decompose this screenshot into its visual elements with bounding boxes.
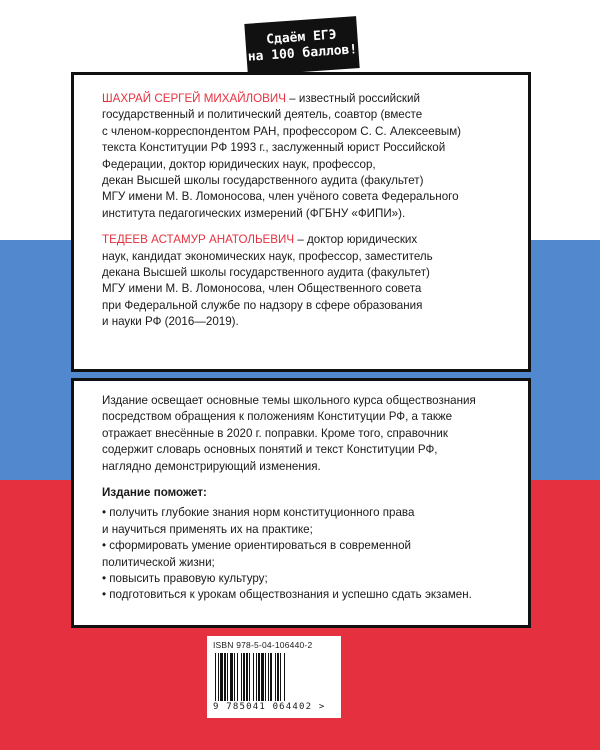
author-1-line: МГУ имени М. В. Ломоносова, член учёного совета Федерального bbox=[102, 190, 459, 204]
benefit-item: политической жизни; bbox=[102, 555, 215, 569]
about-card bbox=[71, 378, 531, 628]
barcode-bar bbox=[258, 653, 260, 701]
publisher-e-logo-icon bbox=[352, 656, 382, 686]
about-line: отражает внесённые в 2020 г. поправки. Кроме того, справочник bbox=[102, 426, 448, 440]
barcode-bar bbox=[243, 653, 245, 701]
barcode-bar bbox=[256, 653, 257, 701]
barcode-bar bbox=[230, 653, 233, 701]
benefit-list bbox=[102, 505, 510, 603]
sticker-line-1: Сдаём ЕГЭ bbox=[265, 27, 338, 48]
author-1-line: текста Конституции РФ 1993 г., заслуженный юрист Российской bbox=[102, 141, 446, 155]
exam-sticker bbox=[244, 16, 359, 76]
benefit-item: • получить глубокие знания норм конституционного права bbox=[102, 506, 415, 520]
author-1-line: – известный российский bbox=[285, 92, 420, 105]
about-paragraph bbox=[102, 393, 510, 475]
author-1-line: института педагогических измерений (ФГБНУ «ФИПИ»). bbox=[102, 206, 406, 220]
barcode-bar bbox=[280, 653, 281, 701]
author-2-line: наук, кандидат экономических наук, профессор, заместитель bbox=[102, 249, 433, 263]
barcode-bar bbox=[241, 653, 242, 701]
author-2-line: декана Высшей школы государственного аудита (факультет) bbox=[102, 266, 430, 280]
isbn-barcode-block bbox=[207, 636, 341, 718]
about-line: наглядно демонстрирующий изменения. bbox=[102, 459, 321, 473]
barcode-bar bbox=[284, 653, 285, 701]
barcode-bar bbox=[215, 653, 216, 701]
barcode-bar bbox=[277, 653, 279, 701]
barcode-bar bbox=[261, 653, 264, 701]
about-line: Издание освещает основные темы школьного курса обществознания bbox=[102, 394, 476, 407]
barcode-bar bbox=[218, 653, 219, 701]
benefit-item: • повысить правовую культуру; bbox=[102, 572, 268, 586]
authors-card bbox=[71, 72, 531, 372]
author-2-line: – доктор юридических bbox=[294, 233, 418, 247]
sticker-line-2: на 100 баллов! bbox=[247, 42, 358, 65]
benefit-item: и научиться применять их на практике; bbox=[102, 522, 313, 536]
barcode-bar bbox=[237, 653, 238, 701]
isbn-label: ISBN 978-5-04-106440-2 bbox=[213, 640, 313, 650]
barcode-bar bbox=[220, 653, 223, 701]
benefit-item: • подготовиться к урокам обществознания и успешно сдать экзамен. bbox=[102, 588, 472, 602]
benefit-item: • сформировать умение ориентироваться в современной bbox=[102, 539, 412, 553]
author-1-line: декан Высшей школы государственного аудита (факультет) bbox=[102, 174, 424, 188]
author-1-line: с членом-корреспондентом РАН, профессором С. С. Алексеевым) bbox=[102, 124, 462, 138]
barcode-bar bbox=[265, 653, 266, 701]
barcode-bar bbox=[246, 653, 248, 701]
author-name-2: ТЕДЕЕВ АСТАМУР АНАТОЛЬЕВИЧ bbox=[102, 233, 295, 247]
author-bio-1 bbox=[102, 91, 510, 222]
author-2-line: и науки РФ (2016—2019). bbox=[102, 315, 239, 329]
barcode-bar bbox=[234, 653, 235, 701]
barcode-number: 9 785041 064402 > bbox=[213, 702, 326, 712]
barcode-bar bbox=[227, 653, 228, 701]
about-line: посредством обращения к положениям Конституции РФ, а также bbox=[102, 410, 453, 424]
barcode-bar bbox=[224, 653, 226, 701]
barcode-bar bbox=[275, 653, 276, 701]
barcode-bar bbox=[270, 653, 272, 701]
barcode-bar bbox=[268, 653, 269, 701]
author-1-line: государственный и политический деятель, соавтор (вместе bbox=[102, 108, 423, 122]
barcode-bar bbox=[253, 653, 254, 701]
author-2-line: МГУ имени М. В. Ломоносова, член Общественного совета bbox=[102, 282, 422, 296]
author-bio-2 bbox=[102, 232, 510, 330]
about-line: содержит словарь основных понятий и текст Конституции РФ, bbox=[102, 443, 438, 457]
author-2-line: при Федеральной службе по надзору в сфере образования bbox=[102, 298, 423, 312]
barcode-bar bbox=[249, 653, 250, 701]
author-name-1: ШАХРАЙ СЕРГЕЙ МИХАЙЛОВИЧ bbox=[102, 92, 286, 105]
about-heading: Издание поможет: bbox=[102, 486, 207, 500]
author-1-line: Федерации, доктор юридических наук, профессор, bbox=[102, 157, 376, 171]
barcode-icon bbox=[213, 653, 335, 701]
